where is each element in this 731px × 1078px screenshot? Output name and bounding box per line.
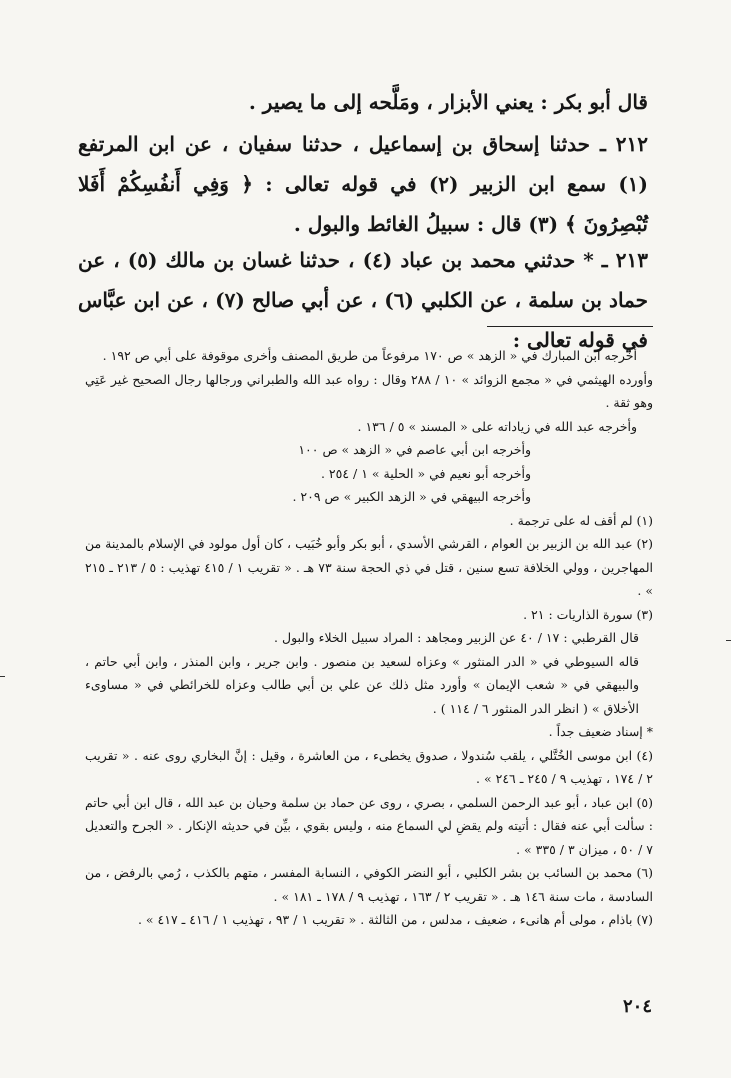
footnotes bbox=[85, 344, 653, 932]
takhrij-line: وأخرجه عبد الله في زياداته على « المسند » ٥ / ١٣٦ . bbox=[357, 418, 637, 434]
takhrij-line: وأورده الهيثمي في « مجمع الزوائد » ١٠ / ٢٨٨ وقال : رواه عبد الله والطبراني ورجالها رجال الصحيح غير عَتِي وهو ثقة . bbox=[85, 371, 653, 410]
takhrij-line: وأخرجه البيهقي في « الزهد الكبير » ص ٢٠٩ . bbox=[292, 489, 531, 504]
scan-mark bbox=[0, 676, 5, 677]
hadith-212 bbox=[78, 124, 648, 244]
scan-mark bbox=[726, 640, 731, 641]
footnote-3-suyuti: قاله السيوطي في « الدر المنثور » وعزاه لسعيد بن منصور . وابن جرير ، وابن المنذر ، وابن أبي حاتم ، والبيهقي في « شعب الإيمان » وأورد مثل ذلك عن علي بن أبي طالب وعزاه للخرائطي في « مساوىء الأخلاق » ( انظر الدر المنثور ٦ / ١١٤ ) . bbox=[85, 653, 639, 716]
footnote-3: (٣) سورة الذاريات : ٢١ . bbox=[523, 606, 653, 622]
hadith-212-text: ٢١٢ ـ حدثنا إسحاق بن إسماعيل ، حدثنا سفيان ، عن ابن المرتفع (١) سمع ابن الزبير (٢) في قوله تعالى : ﴿ وَفِي أَنفُسِكُمْ أَفَلا تُبْصِرُونَ ﴾ (٣) قال : سبيلُ الغائط والبول . bbox=[78, 132, 648, 236]
footnote-4: (٤) ابن موسى الخُتَّلي ، يلقب سُندولا ، صدوق يخطىء ، من العاشرة ، وقيل : إنَّ البخاري روى عنه . « تقريب ٢ / ١٧٤ ، تهذيب ٩ / ٢٤٥ ـ ٢٤٦ » . bbox=[85, 747, 653, 786]
page-number: ٢٠٤ bbox=[622, 996, 652, 1017]
footnote-divider bbox=[487, 326, 653, 327]
footnote-3-qurtubi: قال القرطبي : ١٧ / ٤٠ عن الزبير ومجاهد : المراد سبيل الخلاء والبول . bbox=[274, 630, 639, 645]
weak-chain-note: * إسناد ضعيف جداً . bbox=[548, 724, 653, 739]
intro-paragraph: قال أبو بكر : يعني الأبزار ، ومَلَّحه إلى ما يصير . bbox=[248, 90, 648, 114]
footnote-5: (٥) ابن عباد ، أبو عبد الرحمن السلمي ، بصري ، روى عن حماد بن سلمة وحيان بن عبد الله ، قال ابن أبي حاتم : سألت أبي عنه فقال : أتيته ولم يقضِ لي السماع منه ، وليس بقوي ، بيِّن في حديثه الإنكار . « الجرح والتعديل ٧ / ٥٠ ، ميزان ٣ / ٣٣٥ » . bbox=[85, 794, 653, 857]
takhrij-line: وأخرجه أبو نعيم في « الحلية » ١ / ٢٥٤ . bbox=[320, 465, 531, 481]
takhrij-line: وأخرجه ابن أبي عاصم في « الزهد » ص ١٠٠ bbox=[298, 442, 531, 457]
main-text-intro bbox=[78, 82, 648, 122]
hadith-213 bbox=[78, 240, 648, 360]
footnote-1: (١) لم أقف له على ترجمة . bbox=[509, 512, 653, 528]
footnote-2: (٢) عبد الله بن الزبير بن العوام ، القرشي الأسدي ، أبو بكر وأبو خُبَيب ، كان أول مولود في الإسلام بالمدينة من المهاجرين ، وولي الخلافة تسع سنين ، قتل في ذي الحجة سنة ٧٣ هـ . « تقريب ١ / ٤١٥ تهذيب : ٥ / ٢١٣ ـ ٢١٥ » . bbox=[85, 536, 654, 598]
footnote-7: (٧) باذام ، مولى أم هانىء ، ضعيف ، مدلس ، من الثالثة . « تقريب ١ / ٩٣ ، تهذيب ١ / ٤١٦ ـ ٤١٧ » . bbox=[137, 912, 653, 927]
takhrij-line: أخرجه ابن المبارك في « الزهد » ص ١٧٠ مرفوعاً من طريق المصنف وأخرى موقوفة على أبي ص ١٩٢ . bbox=[102, 348, 637, 363]
hadith-213-text: ٢١٣ ـ * حدثني محمد بن عباد (٤) ، حدثنا غسان بن مالك (٥) ، عن حماد بن سلمة ، عن الكلبي (٦) ، عن أبي صالح (٧) ، عن ابن عبَّاس في قوله تعالى : bbox=[78, 248, 648, 352]
footnote-6: (٦) محمد بن السائب بن بشر الكلبي ، أبو النضر الكوفي ، النسابة المفسر ، متهم بالكذب ، رُمي بالرفض ، من السادسة ، مات سنة ١٤٦ هـ . « تقريب ٢ / ١٦٣ ، تهذيب ٩ / ١٧٨ ـ ١٨١ » . bbox=[85, 865, 653, 904]
